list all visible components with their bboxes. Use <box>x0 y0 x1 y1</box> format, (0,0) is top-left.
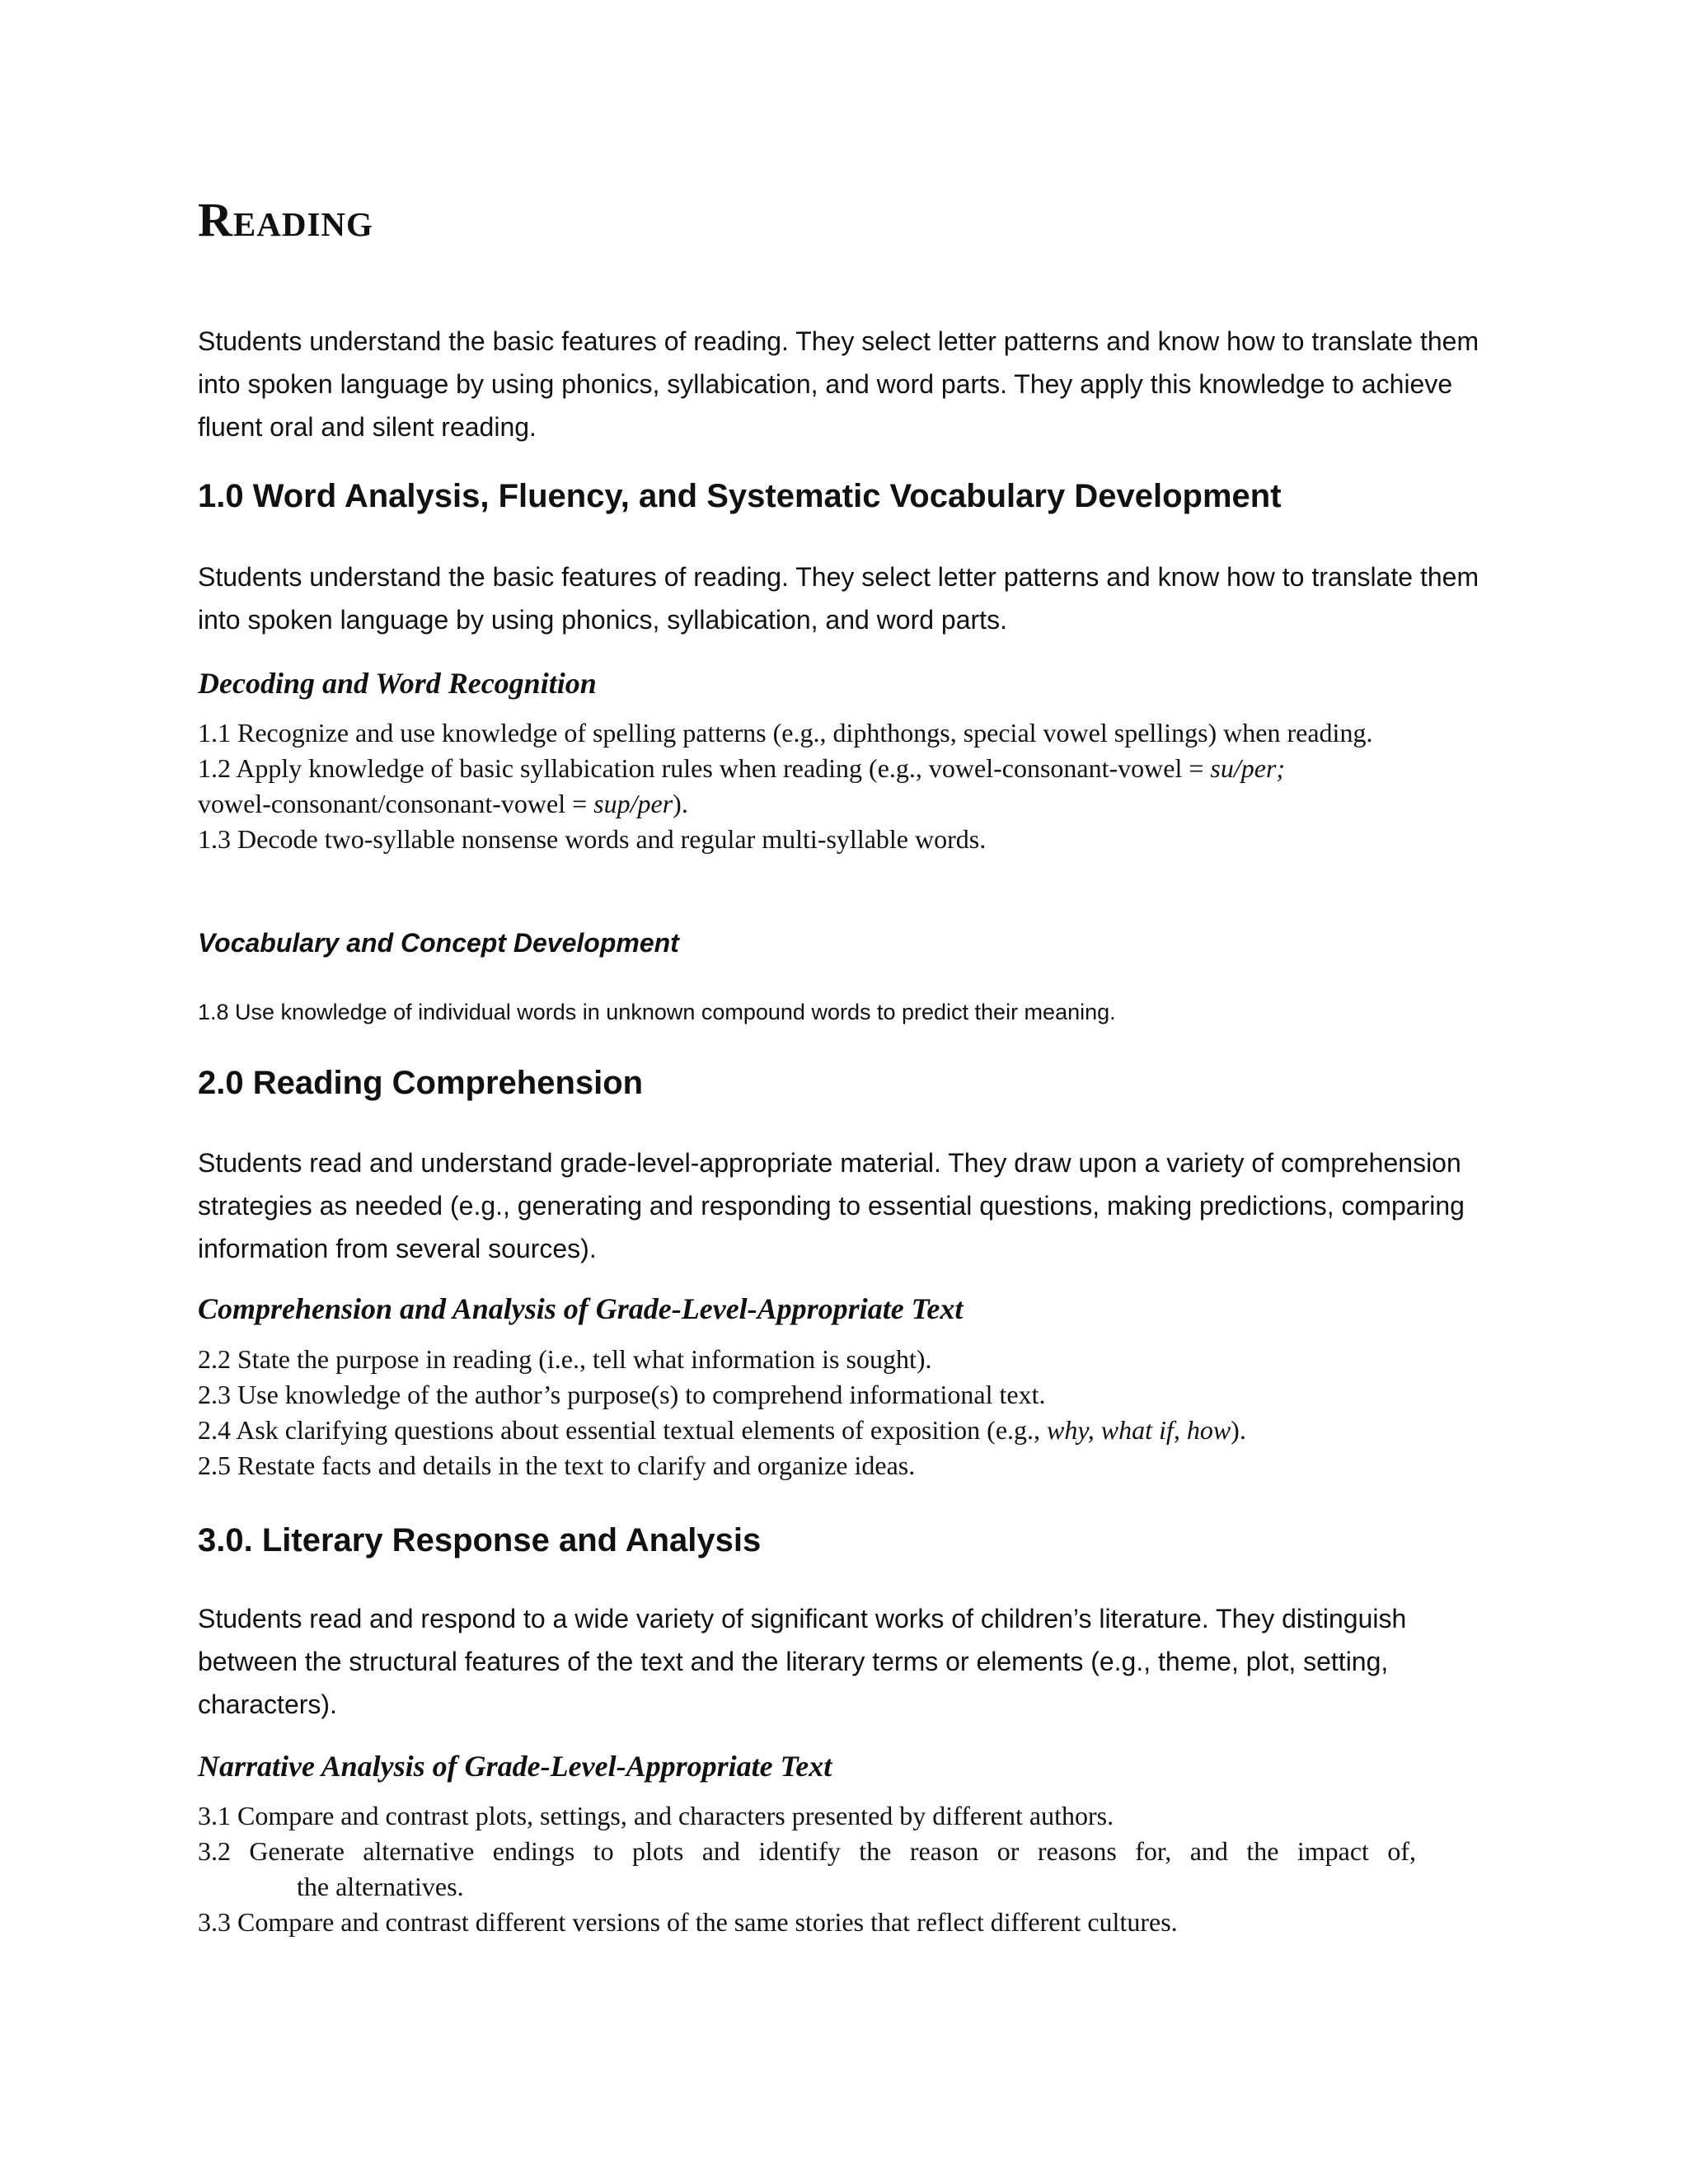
narrative-list <box>198 1798 1500 1940</box>
decoding-subheading: Decoding and Word Recognition <box>198 667 597 700</box>
list-item: 2.4 Ask clarifying questions about essential textual elements of exposition (e.g., why, what if, how). <box>198 1415 1246 1445</box>
list-item: 3.1 Compare and contrast plots, settings, and characters presented by different authors. <box>198 1801 1114 1830</box>
section-1-heading: 1.0 Word Analysis, Fluency, and Systematic Vocabulary Development <box>198 478 1282 514</box>
vocabulary-subheading: Vocabulary and Concept Development <box>198 928 679 958</box>
comprehension-list <box>198 1342 1500 1483</box>
comprehension-subheading: Comprehension and Analysis of Grade-Level-Appropriate Text <box>198 1292 964 1325</box>
list-item: 2.5 Restate facts and details in the text to clarify and organize ideas. <box>198 1451 916 1480</box>
list-item: 3.3 Compare and contrast different versions of the same stories that reflect different cultures. <box>198 1907 1178 1937</box>
list-item: 2.3 Use knowledge of the author’s purpose(s) to comprehend informational text. <box>198 1380 1046 1409</box>
section-2-heading: 2.0 Reading Comprehension <box>198 1065 644 1101</box>
list-item: 3.2 Generate alternative endings to plots and identify the reason or reasons for, and the impact of, the alternatives. <box>198 1836 1416 1901</box>
decoding-list <box>198 715 1500 857</box>
section-3-description: Students read and respond to a wide variety of significant works of children’s literature. They distinguish between the structural features of the text and the literary terms or elements (e.g., theme, plot, setting, characters). <box>198 1604 1407 1719</box>
intro-paragraph: Students understand the basic features of reading. They select letter patterns and know how to translate them into spoken language by using phonics, syllabication, and word parts. They apply this knowledge to achieve fluent oral and silent reading. <box>198 326 1479 442</box>
list-item: 1.1 Recognize and use knowledge of spelling patterns (e.g., diphthongs, special vowel spellings) when reading. <box>198 718 1373 748</box>
section-2-description: Students read and understand grade-level-appropriate material. They draw upon a variety of comprehension strategies as needed (e.g., generating and responding to essential questions, making predictions, comparing information from several sources). <box>198 1148 1465 1263</box>
vocabulary-item: 1.8 Use knowledge of individual words in unknown compound words to predict their meaning. <box>198 1000 1116 1024</box>
list-item: 2.2 State the purpose in reading (i.e., tell what information is sought). <box>198 1344 932 1374</box>
section-1-description: Students understand the basic features of reading. They select letter patterns and know how to translate them into spoken language by using phonics, syllabication, and word parts. <box>198 562 1479 635</box>
narrative-subheading: Narrative Analysis of Grade-Level-Appropriate Text <box>198 1750 832 1783</box>
list-item: 1.2 Apply knowledge of basic syllabication rules when reading (e.g., vowel-consonant-vowel = su/per; vowel-consonant/consonant-vowel = sup/per). <box>198 753 1286 818</box>
section-3-heading: 3.0. Literary Response and Analysis <box>198 1522 762 1558</box>
page-title: Reading <box>198 193 373 246</box>
list-item: 1.3 Decode two-syllable nonsense words and regular multi-syllable words. <box>198 824 987 854</box>
